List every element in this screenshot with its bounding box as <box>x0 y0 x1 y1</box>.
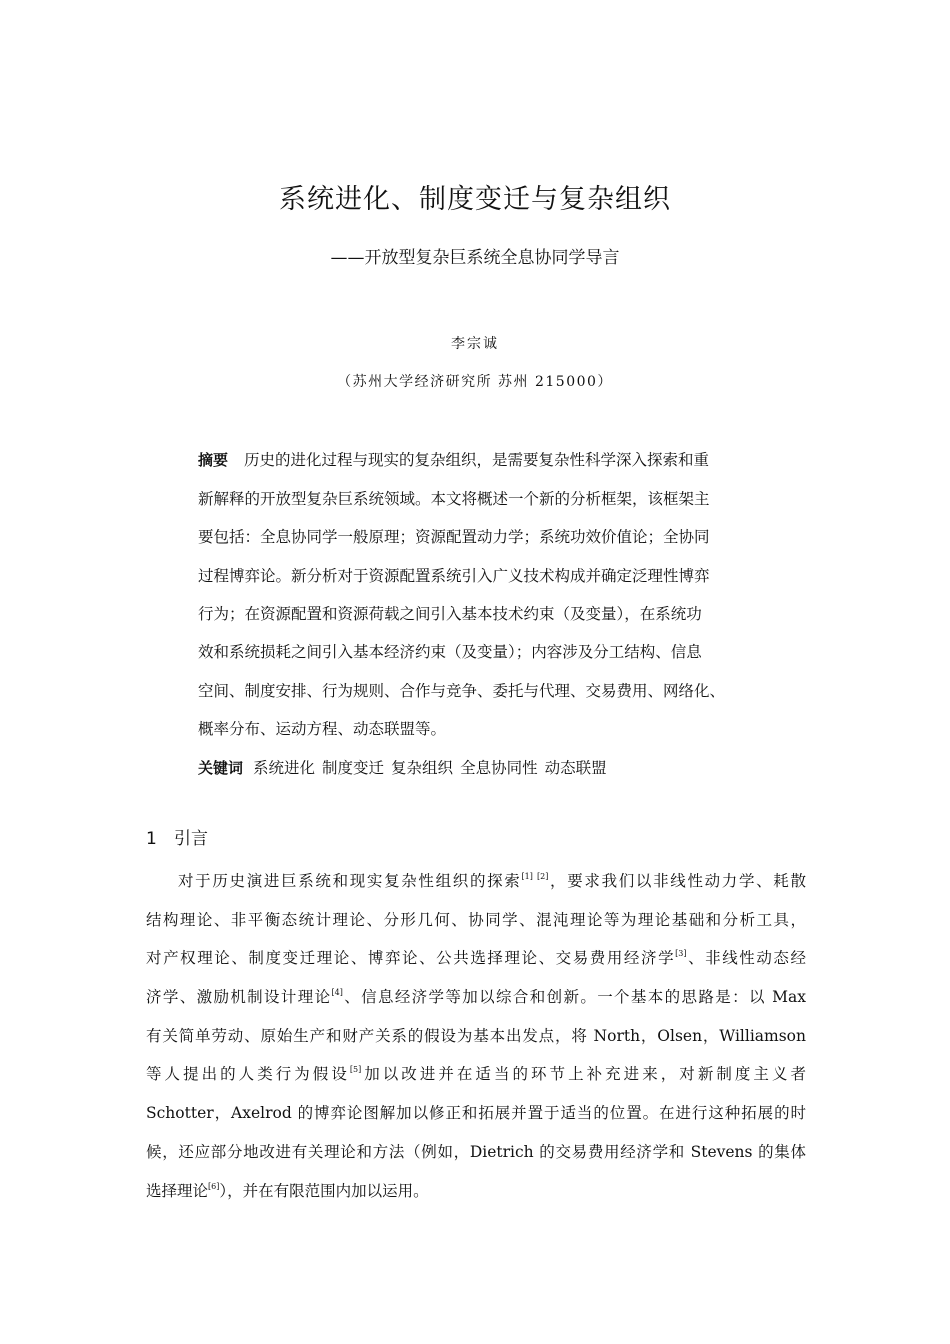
section-heading <box>146 826 208 852</box>
keyword: 复杂组织 <box>391 759 454 777</box>
author-affiliation: （苏州大学经济研究所 苏州 215000） <box>337 374 613 390</box>
abstract-line: 过程博弈论。新分析对于资源配置系统引入广义技术构成并确定泛理性博弈 <box>198 567 710 585</box>
keyword: 制度变迁 <box>322 759 385 777</box>
abstract-line: 要包括：全息协同学一般原理；资源配置动力学；系统功效价值论；全协同 <box>198 528 710 546</box>
citation: [1] [2] <box>521 872 549 881</box>
keyword: 全息协同性 <box>460 759 538 777</box>
keywords-line <box>198 757 607 779</box>
keyword: 动态联盟 <box>544 759 607 777</box>
body-line: 对于历史演进巨系统和现实复杂性组织的探索[1] [2]，要求我们以非线性动力学、耗散 <box>178 872 806 890</box>
section-title: 引言 <box>174 829 208 849</box>
body-line: 选择理论[6]），并在有限范围内加以运用。 <box>146 1182 429 1200</box>
paper-subtitle: ——开放型复杂巨系统全息协同学导言 <box>330 248 620 268</box>
body-line: 济学、激励机制设计理论[4]、信息经济学等加以综合和创新。一个基本的思路是：以 Max <box>146 988 806 1006</box>
citation: [3] <box>675 949 687 958</box>
abstract-text: 历史的进化过程与现实的复杂组织，是需要复杂性科学深入探索和重 <box>244 451 710 469</box>
citation: [4] <box>331 988 343 997</box>
author-name: 李宗诚 <box>451 336 499 352</box>
body-line: 对产权理论、制度变迁理论、博弈论、公共选择理论、交易费用经济学[3]、非线性动态经 <box>146 949 806 967</box>
section-number: 1 <box>146 829 157 849</box>
abstract-line: 新解释的开放型复杂巨系统领域。本文将概述一个新的分析框架，该框架主 <box>198 490 710 508</box>
body-line: Schotter，Axelrod 的博弈论图解加以修正和拓展并置于适当的位置。在进行这种拓展的时 <box>146 1104 806 1122</box>
citation: [6] <box>208 1182 220 1191</box>
keyword: 系统进化 <box>253 759 316 777</box>
citation: [5] <box>349 1065 362 1074</box>
abstract-line <box>198 449 709 471</box>
body-line: 结构理论、非平衡态统计理论、分形几何、协同学、混沌理论等为理论基础和分析工具， <box>146 911 806 929</box>
abstract-line: 空间、制度安排、行为规则、合作与竞争、委托与代理、交易费用、网络化、 <box>198 682 726 700</box>
abstract-label: 摘要 <box>198 451 229 469</box>
paper-title: 系统进化、制度变迁与复杂组织 <box>279 184 671 215</box>
abstract-line: 效和系统损耗之间引入基本经济约束（及变量）；内容涉及分工结构、信息 <box>198 643 702 661</box>
body-line: 有关简单劳动、原始生产和财产关系的假设为基本出发点，将 North，Olsen，Williamson <box>146 1027 806 1045</box>
body-line: 等人提出的人类行为假设[5]加以改进并在适当的环节上补充进来，对新制度主义者 <box>146 1065 806 1083</box>
abstract-line: 概率分布、运动方程、动态联盟等。 <box>198 720 447 738</box>
body-line: 候，还应部分地改进有关理论和方法（例如，Dietrich 的交易费用经济学和 Stevens 的集体 <box>146 1143 806 1161</box>
keywords-label: 关键词 <box>198 759 244 777</box>
abstract-line: 行为；在资源配置和资源荷载之间引入基本技术约束（及变量），在系统功 <box>198 605 702 623</box>
